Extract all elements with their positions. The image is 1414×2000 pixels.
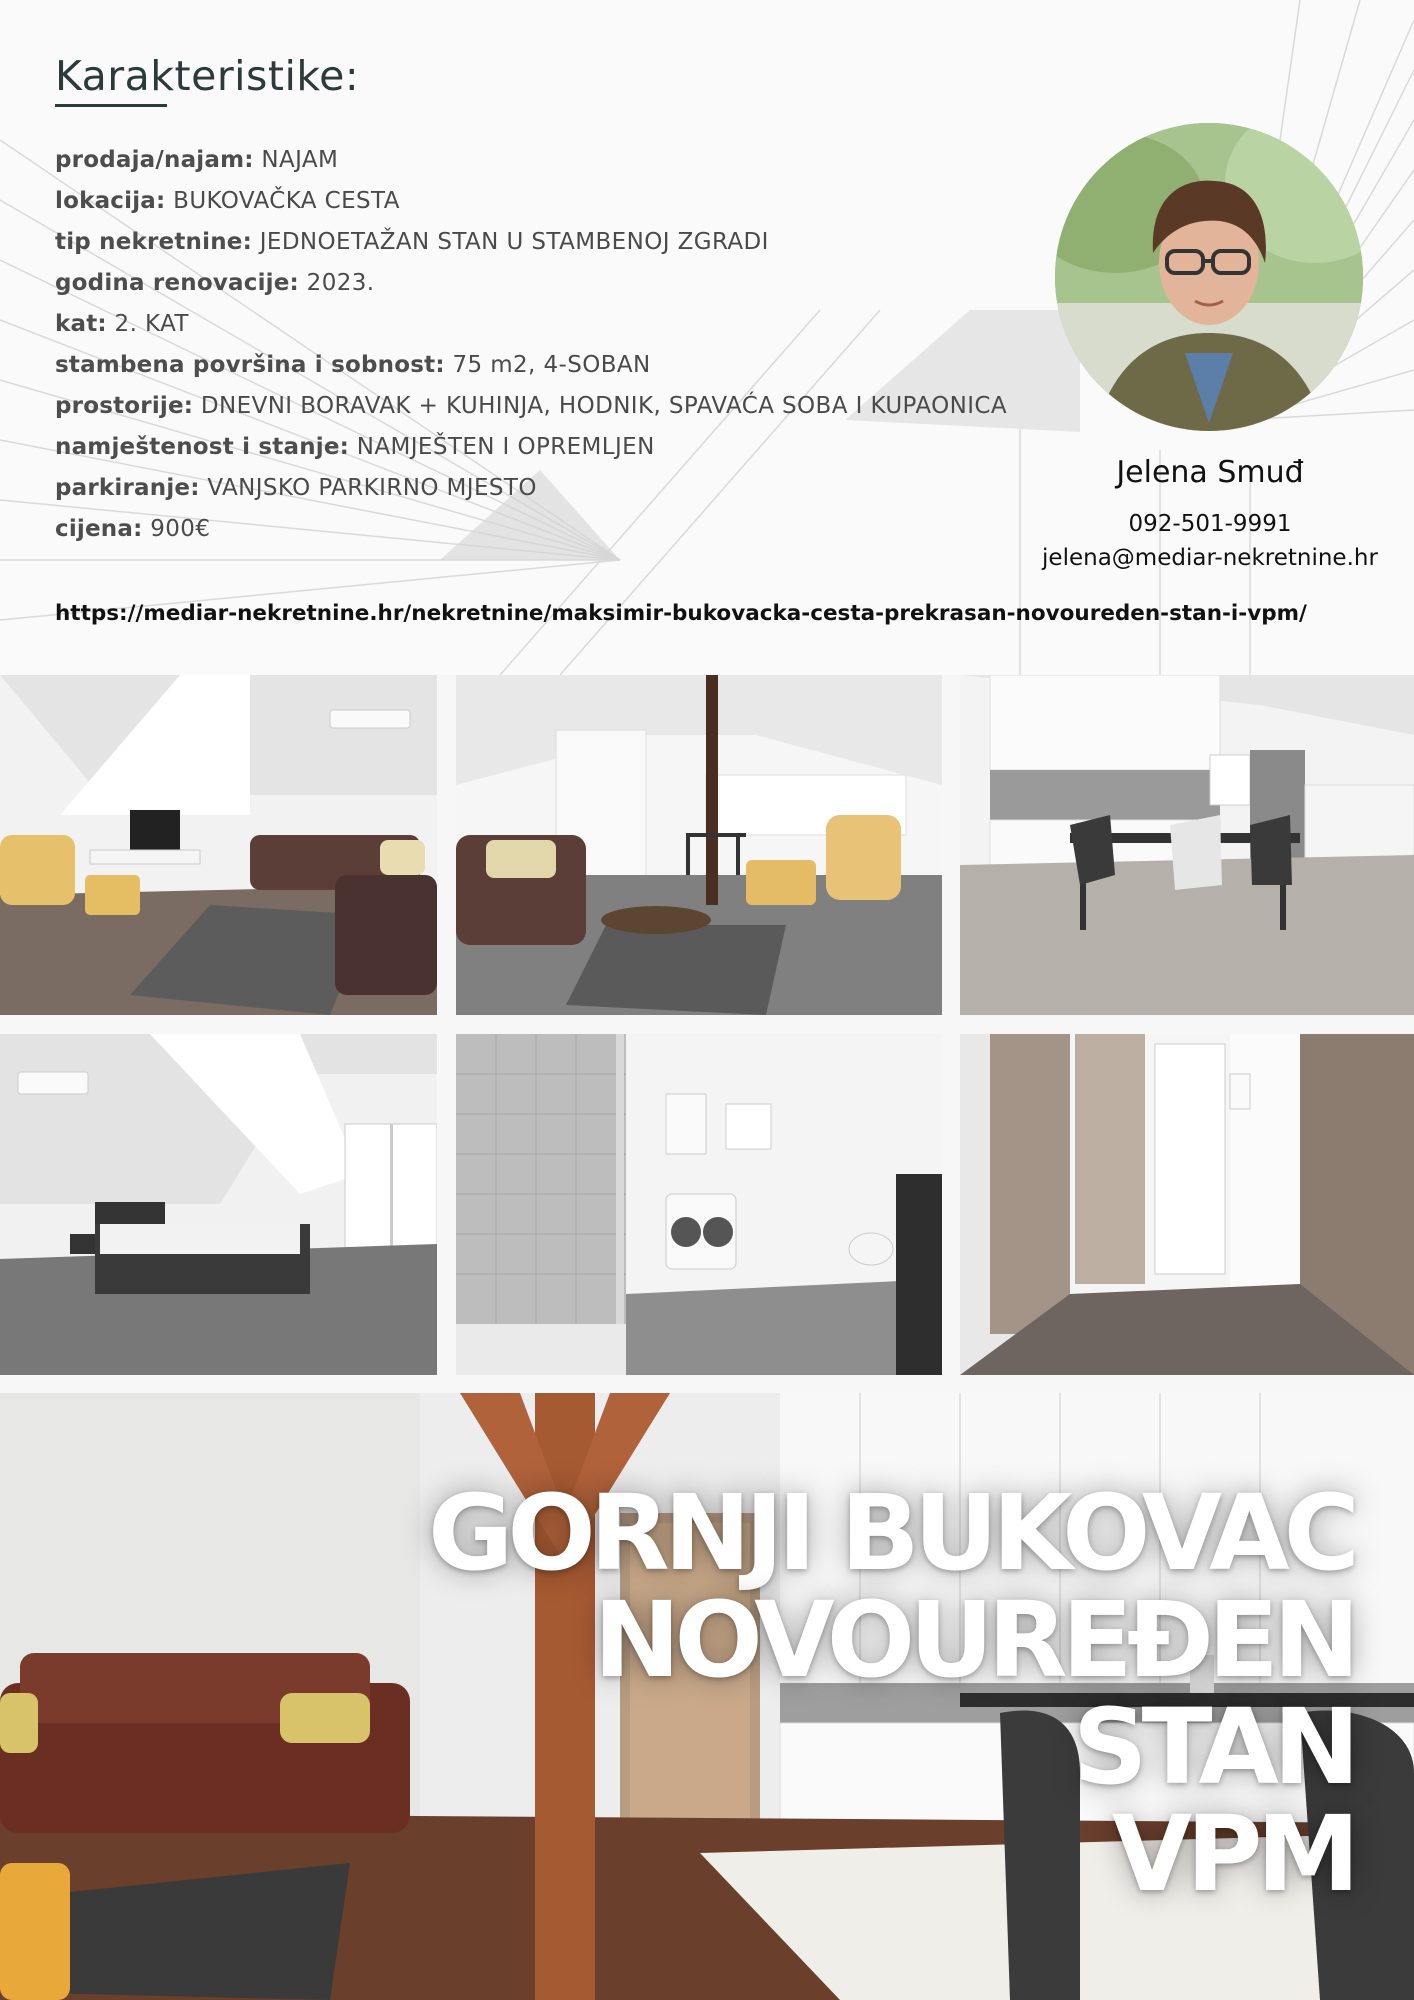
- feature-label: tip nekretnine:: [55, 229, 252, 255]
- feature-item: [55, 181, 1015, 222]
- feature-item: [55, 468, 1015, 509]
- feature-item: [55, 345, 1015, 386]
- agent-name: Jelena Smuđ: [1116, 455, 1304, 490]
- feature-item: [55, 140, 1015, 181]
- feature-value: 75 m2, 4-SOBAN: [452, 352, 651, 378]
- feature-value: JEDNOETAŽAN STAN U STAMBENOJ ZGRADI: [259, 229, 769, 255]
- photo-bathroom: [456, 1034, 942, 1375]
- feature-value: 900€: [150, 516, 211, 542]
- agent-phone[interactable]: 092-501-9991: [1128, 511, 1292, 537]
- title-underline: [55, 104, 167, 107]
- feature-item: [55, 386, 1015, 427]
- feature-item: [55, 509, 1015, 550]
- feature-value: BUKOVAČKA CESTA: [173, 188, 400, 214]
- feature-value: DNEVNI BORAVAK + KUHINJA, HODNIK, SPAVAĆA SOBA I KUPAONICA: [200, 393, 1007, 419]
- feature-value: NAJAM: [261, 147, 339, 173]
- feature-label: godina renovacije:: [55, 270, 299, 296]
- headline-line: VPM: [1111, 1793, 1354, 1915]
- feature-value: VANJSKO PARKIRNO MJESTO: [207, 475, 537, 501]
- feature-item: [55, 263, 1015, 304]
- feature-label: prostorije:: [55, 393, 194, 419]
- feature-label: cijena:: [55, 516, 143, 542]
- feature-item: [55, 304, 1015, 345]
- feature-label: namještenost i stanje:: [55, 434, 350, 460]
- listing-link[interactable]: https://mediar-nekretnine.hr/nekretnine/maksimir-bukovacka-cesta-prekrasan-novoureden-stan-i-vpm/: [55, 601, 1307, 626]
- photo-open-space: [456, 675, 942, 1015]
- headline: [428, 1472, 1354, 1915]
- agent-email[interactable]: jelena@mediar-nekretnine.hr: [1042, 545, 1378, 571]
- feature-label: kat:: [55, 311, 107, 337]
- headline-line: GORNJI BUKOVAC: [428, 1472, 1354, 1594]
- feature-label: stambena površina i sobnost:: [55, 352, 445, 378]
- feature-label: parkiranje:: [55, 475, 200, 501]
- features-list: [55, 140, 1015, 550]
- feature-value: 2. KAT: [114, 311, 189, 337]
- photo-bedroom: [0, 1034, 437, 1375]
- photo-kitchen: [960, 675, 1414, 1015]
- photo-living-room: [0, 675, 437, 1015]
- feature-item: [55, 427, 1015, 468]
- feature-value: NAMJEŠTEN I OPREMLJEN: [356, 434, 655, 460]
- headline-line: STAN: [1072, 1686, 1354, 1808]
- feature-item: [55, 222, 1015, 263]
- feature-label: lokacija:: [55, 188, 166, 214]
- feature-value: 2023.: [306, 270, 375, 296]
- headline-line: NOVOUREĐEN: [593, 1579, 1354, 1701]
- agent-avatar: [1055, 123, 1363, 431]
- photo-hallway: [960, 1034, 1414, 1375]
- section-title: Karakteristike:: [55, 52, 360, 100]
- feature-label: prodaja/najam:: [55, 147, 254, 173]
- info-header: [0, 0, 1414, 675]
